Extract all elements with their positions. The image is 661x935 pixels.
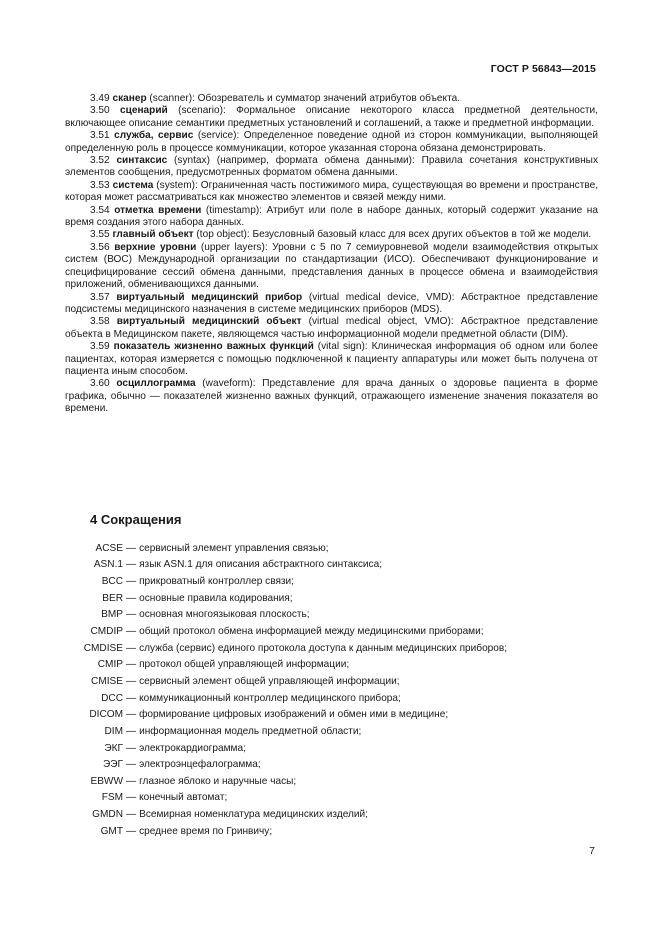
term-number: 3.54 — [90, 204, 110, 216]
term-definition: (waveform): Представление для врача данных о здоровье пациента в форме графика, обычно — показателей жизненно важных функций, отражающего изменение значения показателя во времени. — [65, 378, 598, 415]
dash-separator: — — [126, 576, 137, 588]
abbreviation-definition: среднее время по Гринвичу; — [139, 825, 273, 837]
abbreviation-definition: информационная модель предметной области; — [139, 725, 362, 737]
term-definition: (service): Определенное поведение одной из сторон коммуникации, выполняющей определенную роль в процессе коммуникации, которое указанная сторона обязана демонстрировать. — [65, 130, 599, 154]
term-entry — [65, 341, 598, 378]
term-name: виртуальный медицинский объект — [116, 316, 302, 328]
term-definition: (top object): Безусловный базовый класс для всех других объектов в той же модели. — [193, 229, 592, 241]
abbreviation-row — [65, 607, 598, 624]
term-number: 3.53 — [90, 179, 110, 191]
abbreviation-definition: глазное яблоко и наручные часы; — [139, 775, 297, 787]
term-entry — [65, 180, 598, 205]
term-number: 3.50 — [90, 105, 110, 117]
term-definition: (system): Ограниченная часть постижимого мира, существующая во времени и пространстве, которая может рассматриваться как множество элементов и связей между ними. — [65, 179, 598, 204]
abbreviation-definition: электроэнцефалограмма; — [139, 759, 261, 771]
abbreviation-definition: основные правила кодирования; — [139, 592, 293, 604]
term-definition: (vital sign): Клиническая информация об одном или более пациентах, которая измеряется с помощью подключенной к пациенту аппаратуры или может быть получена от пациента иным способом. — [65, 341, 598, 377]
abbreviation-code: EBWW — [90, 775, 123, 787]
term-number: 3.52 — [90, 155, 110, 167]
abbreviation-code: CMIP — [97, 659, 123, 671]
abbreviation-row — [65, 823, 598, 840]
abbreviation-definition: Всемирная номенклатура медицинских изделий; — [139, 809, 368, 821]
dash-separator: — — [126, 742, 137, 754]
term-definition: (scanner): Обозреватель и сумматор значений атрибутов объекта. — [146, 93, 460, 104]
abbreviation-row — [65, 590, 598, 607]
abbreviation-definition: основная многоязыковая плоскость; — [139, 609, 310, 621]
dash-separator: — — [126, 609, 137, 621]
term-name: верхние уровни — [114, 241, 197, 253]
abbreviation-row — [65, 573, 598, 590]
abbreviation-definition: язык ASN.1 для описания абстрактного синтаксиса; — [139, 559, 383, 571]
abbreviation-code: GMDN — [92, 809, 123, 821]
abbreviation-definition: прикроватный контроллер связи; — [139, 576, 294, 588]
term-definition: (upper layers): Уровни с 5 по 7 семиуровневой модели взаимодействия открытых систем (ВОС) Международной организации по стандартизации (ИСО). Обеспечивают функционирование и специфицирование сессий обмена данными, представления данных в процессе обмена и взаимодействия приложений, обменивающихся данными. — [65, 241, 599, 291]
dash-separator: — — [126, 692, 137, 704]
abbreviation-row — [65, 623, 598, 640]
term-entry — [65, 93, 598, 105]
dash-separator: — — [126, 792, 137, 804]
abbreviation-definition: служба (сервис) единого протокола доступа к данным медицинских приборов; — [139, 642, 508, 654]
abbreviation-code: ЭКГ — [104, 742, 123, 754]
dash-separator: — — [126, 709, 137, 721]
term-definition: (virtual medical object, VMO): Абстрактное представление объекта в Медицинском пакете, являющемся частью информационной модели предметной области (DIM). — [65, 316, 598, 340]
dash-separator: — — [126, 825, 137, 837]
abbreviation-code: FSM — [101, 792, 123, 804]
abbreviation-definition: конечный автомат; — [139, 792, 228, 804]
term-number: 3.49 — [90, 93, 110, 104]
abbreviation-definition: коммуникационный контроллер медицинского прибора; — [139, 692, 401, 704]
dash-separator: — — [126, 675, 137, 687]
dash-separator: — — [126, 759, 137, 771]
dash-separator: — — [126, 659, 137, 671]
dash-separator: — — [126, 592, 137, 604]
abbreviation-row — [65, 773, 598, 790]
abbreviation-definition: формирование цифровых изображений и обмен ими в медицине; — [139, 709, 449, 721]
abbreviation-definition: общий протокол обмена информацией между медицинскими приборами; — [139, 626, 484, 638]
terms-section — [65, 93, 598, 416]
term-name: служба, сервис — [114, 130, 194, 142]
term-name: осциллограмма — [116, 378, 196, 390]
dash-separator: — — [126, 542, 137, 554]
abbreviation-row — [65, 756, 598, 773]
abbreviation-row — [65, 673, 598, 690]
term-entry — [65, 155, 598, 180]
term-name: показатель жизненно важных функций — [113, 341, 314, 353]
term-entry — [65, 105, 598, 130]
abbreviation-row — [65, 540, 598, 557]
dash-separator: — — [126, 725, 137, 737]
abbreviation-code: DICOM — [89, 709, 123, 721]
abbreviation-code: CMISE — [91, 675, 123, 687]
abbreviation-definition: протокол общей управляющей информации; — [139, 659, 350, 671]
dash-separator: — — [126, 626, 137, 638]
term-entry — [65, 130, 598, 155]
term-entry — [65, 205, 598, 230]
term-definition: (virtual medical device, VMD): Абстрактное представление подсистемы медицинского назначения в системе медицинских приборов (MDS). — [65, 291, 598, 315]
document-header: ГОСТ Р 56843—2015 — [490, 63, 596, 75]
abbreviation-definition: сервисный элемент общей управляющей информации; — [139, 675, 400, 687]
term-name: отметка времени — [114, 204, 202, 216]
abbreviation-code: CMDISE — [83, 642, 123, 654]
abbreviations-list — [65, 540, 598, 840]
term-number: 3.56 — [90, 241, 110, 253]
abbreviation-code: ACSE — [95, 542, 123, 554]
abbreviation-row — [65, 640, 598, 657]
term-entry — [65, 229, 598, 241]
abbreviation-definition: электрокардиограмма; — [139, 742, 246, 754]
term-number: 3.57 — [90, 291, 110, 303]
abbreviation-row — [65, 723, 598, 740]
abbreviation-code: BCC — [101, 576, 123, 588]
abbreviation-definition: сервисный элемент управления связью; — [139, 542, 329, 554]
abbreviation-code: DIM — [104, 725, 123, 737]
abbreviation-row — [65, 790, 598, 807]
term-name: система — [112, 179, 154, 191]
dash-separator: — — [126, 809, 137, 821]
term-name: главный объект — [112, 229, 194, 241]
term-definition: (syntax) (например, формата обмена данными): Правила сочетания конструктивных элементов сообщения, предусмотренных форматом обмена данными. — [65, 155, 598, 179]
abbreviation-row — [65, 806, 598, 823]
term-number: 3.51 — [90, 130, 110, 142]
term-number: 3.59 — [90, 341, 110, 353]
abbreviation-code: ЭЭГ — [103, 759, 123, 771]
abbreviation-code: DCC — [101, 692, 123, 704]
term-number: 3.58 — [90, 316, 110, 328]
term-definition: (timestamp): Атрибут или поле в наборе данных, который содержит указание на время создания этого набора данных. — [65, 204, 598, 229]
dash-separator: — — [126, 642, 137, 654]
term-number: 3.55 — [90, 229, 110, 241]
term-definition: (scenario): Формальное описание некоторого класса предметной деятельности, включающее описание семантики предметных установлений и соглашений, а также и предметной информации. — [65, 105, 598, 129]
abbreviation-row — [65, 656, 598, 673]
abbreviation-row — [65, 557, 598, 574]
term-name: синтаксис — [116, 155, 168, 167]
abbreviation-row — [65, 740, 598, 757]
section-title: 4 Сокращения — [90, 512, 182, 527]
term-name: сценарий — [120, 105, 168, 117]
page-number: 7 — [589, 845, 595, 857]
abbreviation-row — [65, 690, 598, 707]
term-name: виртуальный медицинский прибор — [116, 291, 303, 303]
abbreviation-code: ASN.1 — [93, 559, 123, 571]
dash-separator: — — [126, 775, 137, 787]
term-entry — [65, 378, 598, 415]
abbreviation-code: BMP — [101, 609, 123, 621]
term-name: сканер — [112, 93, 147, 104]
dash-separator: — — [126, 559, 137, 571]
term-entry — [65, 316, 598, 341]
term-entry — [65, 292, 598, 317]
abbreviation-row — [65, 706, 598, 723]
term-entry — [65, 242, 598, 292]
term-number: 3.60 — [90, 378, 110, 390]
abbreviation-code: CMDIP — [90, 626, 123, 638]
abbreviation-code: BER — [102, 592, 123, 604]
abbreviation-code: GMT — [100, 825, 123, 837]
